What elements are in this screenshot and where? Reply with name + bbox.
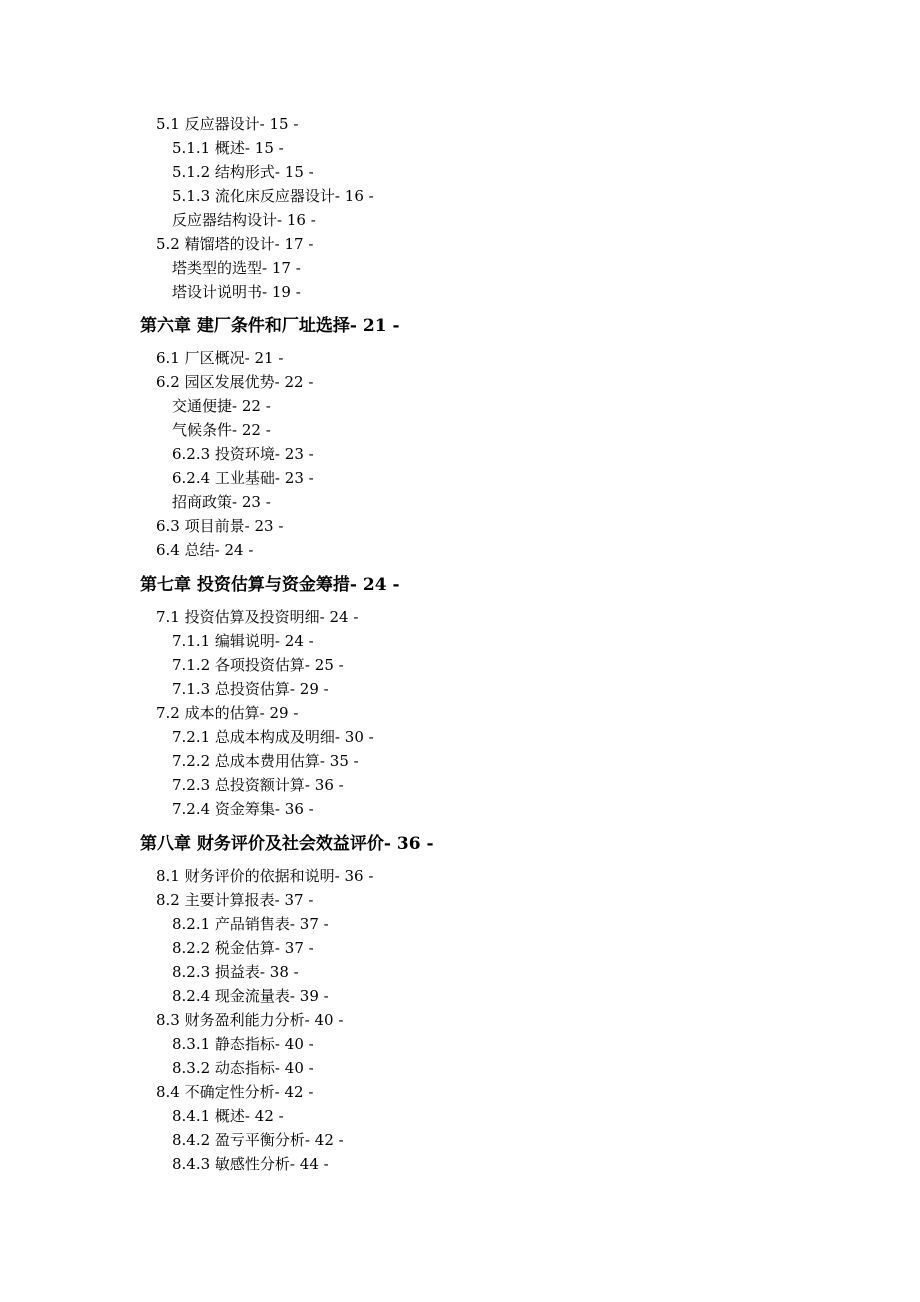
toc-entry[interactable]: 8.2.4 现金流量表- 39 - (172, 987, 329, 1005)
toc-entry[interactable]: 5.2 精馏塔的设计- 17 - (156, 235, 314, 253)
toc-entry[interactable]: 8.4.1 概述- 42 - (172, 1107, 284, 1125)
toc-entry[interactable]: 8.2.3 损益表- 38 - (172, 963, 299, 981)
toc-entry[interactable]: 5.1.3 流化床反应器设计- 16 - (172, 187, 374, 205)
toc-entry[interactable]: 反应器结构设计- 16 - (172, 211, 316, 229)
toc-entry[interactable]: 8.4.2 盈亏平衡分析- 42 - (172, 1131, 344, 1149)
toc-entry[interactable]: 8.2.2 税金估算- 37 - (172, 939, 314, 957)
toc-entry[interactable]: 8.2 主要计算报表- 37 - (156, 891, 314, 909)
toc-entry[interactable]: 8.2.1 产品销售表- 37 - (172, 915, 329, 933)
toc-entry[interactable]: 6.1 厂区概况- 21 - (156, 349, 284, 367)
toc-entry[interactable]: 8.1 财务评价的依据和说明- 36 - (156, 867, 374, 885)
toc-entry[interactable]: 6.2 园区发展优势- 22 - (156, 373, 314, 391)
toc-entry[interactable]: 7.1.2 各项投资估算- 25 - (172, 656, 344, 674)
toc-entry[interactable]: 6.2.4 工业基础- 23 - (172, 469, 314, 487)
toc-entry[interactable]: 塔设计说明书- 19 - (172, 283, 301, 301)
toc-entry[interactable]: 5.1.2 结构形式- 15 - (172, 163, 314, 181)
toc-entry[interactable]: 5.1.1 概述- 15 - (172, 139, 284, 157)
toc-entry[interactable]: 6.3 项目前景- 23 - (156, 517, 284, 535)
toc-entry[interactable]: 气候条件- 22 - (172, 421, 271, 439)
toc-entry[interactable]: 交通便捷- 22 - (172, 397, 271, 415)
toc-entry[interactable]: 招商政策- 23 - (172, 493, 271, 511)
toc-chapter-heading[interactable]: 第七章 投资估算与资金筹措- 24 - (140, 575, 400, 595)
toc-entry[interactable]: 8.3.1 静态指标- 40 - (172, 1035, 314, 1053)
toc-entry[interactable]: 8.4 不确定性分析- 42 - (156, 1083, 314, 1101)
toc-entry[interactable]: 7.2.2 总成本费用估算- 35 - (172, 752, 359, 770)
toc-entry[interactable]: 7.1.3 总投资估算- 29 - (172, 680, 329, 698)
toc-entry[interactable]: 5.1 反应器设计- 15 - (156, 115, 299, 133)
toc-entry[interactable]: 7.2 成本的估算- 29 - (156, 704, 299, 722)
toc-entry[interactable]: 6.2.3 投资环境- 23 - (172, 445, 314, 463)
toc-entry[interactable]: 8.3.2 动态指标- 40 - (172, 1059, 314, 1077)
toc-chapter-heading[interactable]: 第六章 建厂条件和厂址选择- 21 - (140, 316, 400, 336)
toc-chapter-heading[interactable]: 第八章 财务评价及社会效益评价- 36 - (140, 834, 434, 854)
toc-entry[interactable]: 8.3 财务盈利能力分析- 40 - (156, 1011, 344, 1029)
toc-entry[interactable]: 7.1.1 编辑说明- 24 - (172, 632, 314, 650)
toc-entry[interactable]: 7.2.4 资金筹集- 36 - (172, 800, 314, 818)
toc-entry[interactable]: 7.2.3 总投资额计算- 36 - (172, 776, 344, 794)
toc-entry[interactable]: 6.4 总结- 24 - (156, 541, 254, 559)
toc-entry[interactable]: 塔类型的选型- 17 - (172, 259, 301, 277)
toc-entry[interactable]: 7.2.1 总成本构成及明细- 30 - (172, 728, 374, 746)
toc-entry[interactable]: 8.4.3 敏感性分析- 44 - (172, 1155, 329, 1173)
toc-entry[interactable]: 7.1 投资估算及投资明细- 24 - (156, 608, 359, 626)
